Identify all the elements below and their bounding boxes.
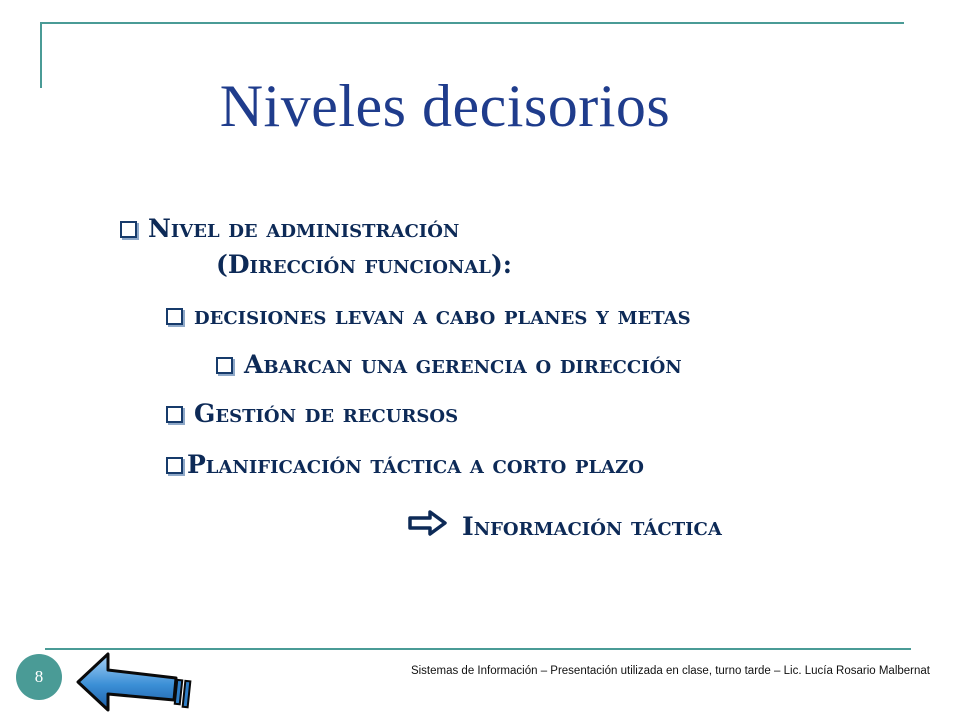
list-item-text: decisiones levan a cabo planes y metas bbox=[194, 301, 691, 330]
list-item-text: Planificación táctica a corto plazo bbox=[187, 450, 644, 479]
square-bullet-icon bbox=[166, 457, 183, 474]
list-item bbox=[166, 450, 644, 479]
page-number-badge: 8 bbox=[16, 654, 62, 700]
list-item bbox=[166, 399, 458, 428]
right-arrow-icon bbox=[408, 510, 448, 536]
heading-subtext: (Dirección funcional): bbox=[216, 250, 513, 279]
list-item bbox=[216, 350, 682, 379]
conclusion-text: Información táctica bbox=[462, 512, 722, 541]
list-item-text: Gestión de recursos bbox=[194, 399, 459, 428]
square-bullet-icon bbox=[120, 221, 137, 238]
square-bullet-icon bbox=[166, 308, 183, 325]
top-border-line bbox=[40, 22, 904, 24]
back-arrow-icon[interactable] bbox=[72, 650, 200, 718]
heading-text: Nivel de administración bbox=[148, 214, 460, 243]
list-item-text: Abarcan una gerencia o dirección bbox=[244, 350, 682, 379]
slide-title: Niveles decisorios bbox=[219, 73, 671, 139]
heading-line-1 bbox=[120, 214, 459, 243]
square-bullet-icon bbox=[216, 357, 233, 374]
square-bullet-icon bbox=[166, 406, 183, 423]
footer-text: Sistemas de Información – Presentación utilizada en clase, turno tarde – Lic. Lucía Rosario Malbernat bbox=[410, 665, 930, 677]
heading-line-2 bbox=[216, 250, 512, 279]
list-item bbox=[166, 301, 691, 330]
conclusion-line bbox=[408, 512, 722, 541]
